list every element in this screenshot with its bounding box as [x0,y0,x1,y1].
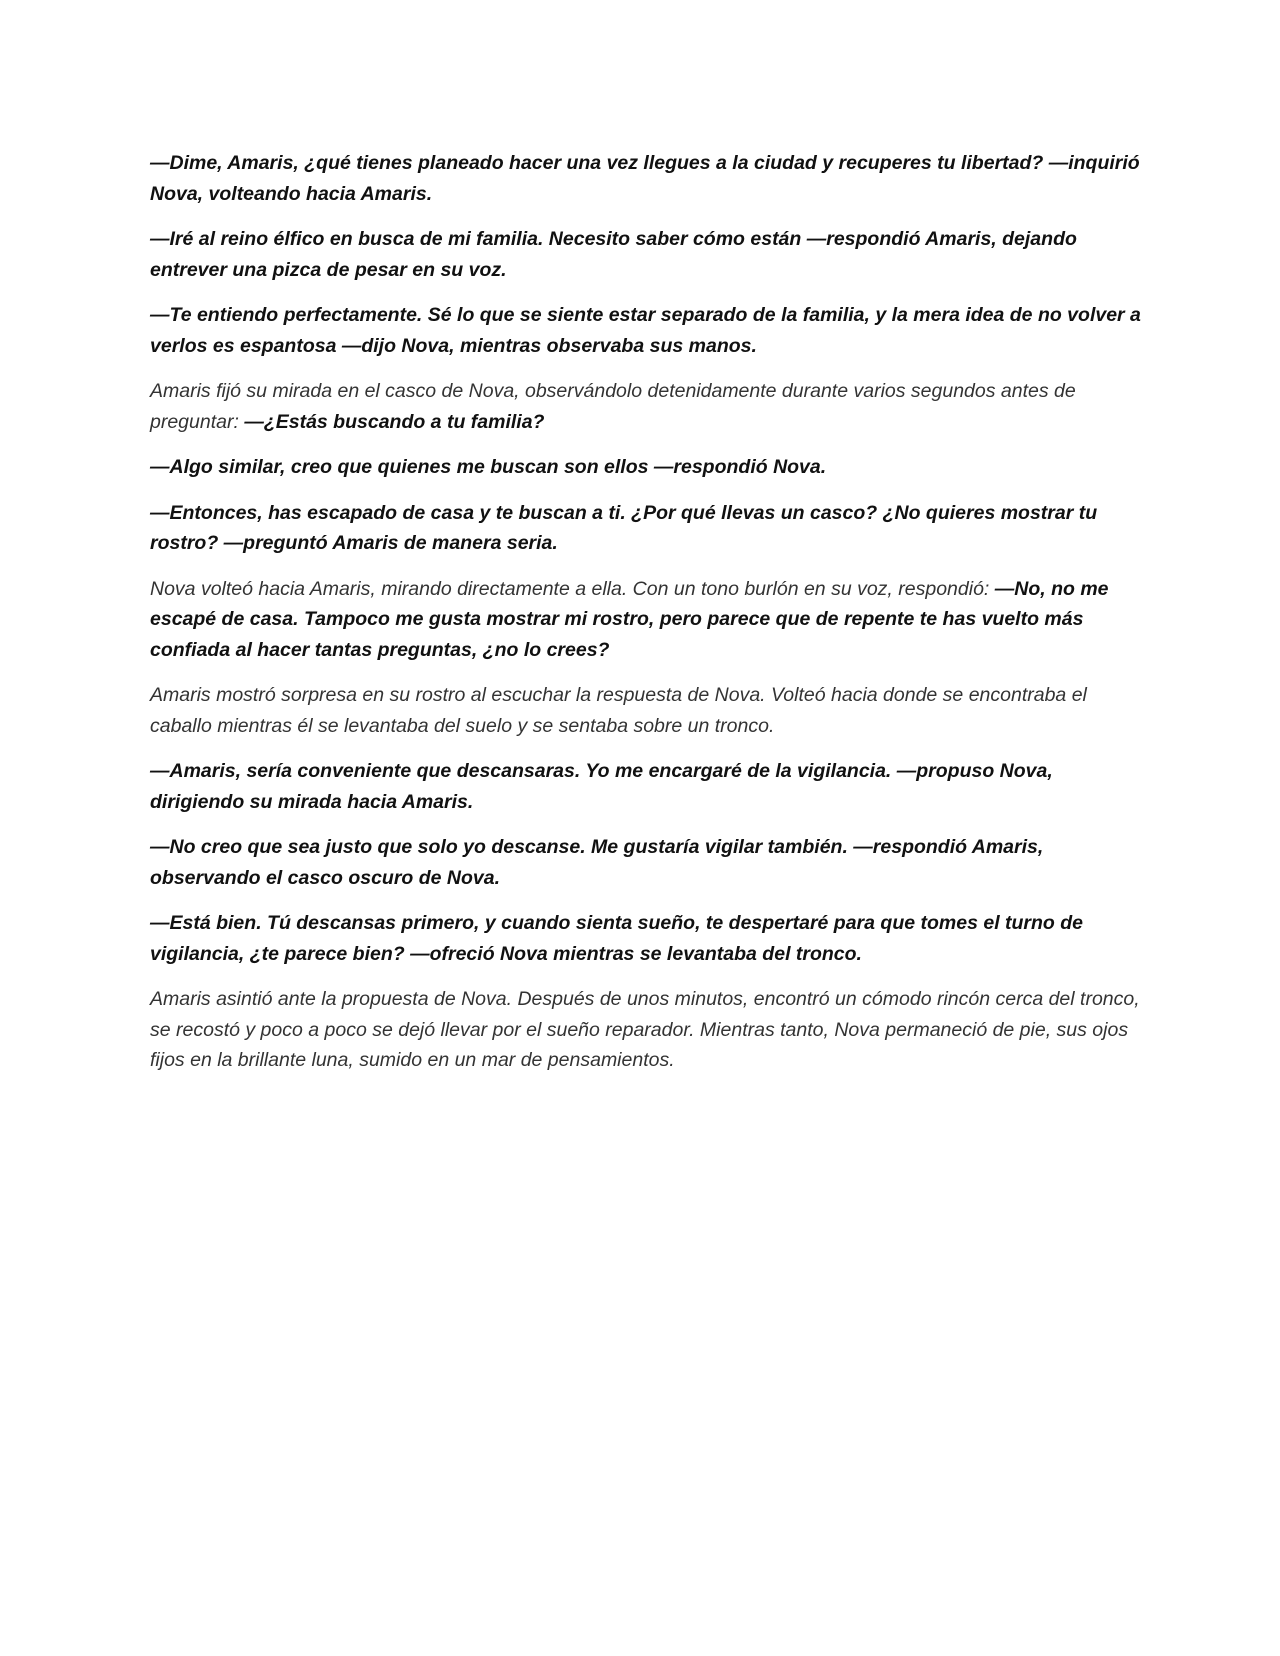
narration-text: Amaris mostró sorpresa en su rostro al escuchar la respuesta de Nova. Volteó hacia donde se encontraba el caballo mientras él se levantaba del suelo y se sentaba sobre un tronco. [150,684,1087,737]
dialogue-paragraph: —Algo similar, creo que quienes me buscan son ellos —respondió Nova. [150,456,827,478]
dialogue-paragraph: —Amaris, sería conveniente que descansaras. Yo me encargaré de la vigilancia. —propuso Nova, dirigiendo su mirada hacia Amaris. [150,760,1053,813]
narration-paragraph [150,680,1150,741]
speech-text: —¿Estás buscando a tu familia? [244,410,545,433]
narration-paragraph [150,574,1150,666]
dialogue-paragraph: —Iré al reino élfico en busca de mi familia. Necesito saber cómo están —respondió Amaris, dejando entrever una pizca de pesar en su voz. [150,228,1077,281]
dialogue-paragraph: —Está bien. Tú descansas primero, y cuando sienta sueño, te despertaré para que tomes el turno de vigilancia, ¿te parece bien? —ofreció Nova mientras se levantaba del tronco. [150,912,1084,965]
dialogue-paragraph: —No creo que sea justo que solo yo descanse. Me gustaría vigilar también. —respondió Amaris, observando el casco oscuro de Nova. [150,836,1044,889]
narration-text: Amaris fijó su mirada en el casco de Nova, observándolo detenidamente durante varios segundos antes de preguntar: [150,380,1076,433]
dialogue-paragraph: —Entonces, has escapado de casa y te buscan a ti. ¿Por qué llevas un casco? ¿No quieres mostrar tu rostro? —preguntó Amaris de manera seria. [150,501,1098,554]
narration-text: Amaris asintió ante la propuesta de Nova. Después de unos minutos, encontró un cómodo rincón cerca del tronco, se recostó y poco a poco se dejó llevar por el sueño reparador. Mientras tanto, Nova permaneció de pie, sus ojos fijos en la brillante luna, sumido en un mar de pensamientos. [150,988,1140,1071]
narration-paragraph [150,984,1150,1076]
narration-paragraph [150,376,1150,437]
dialogue-paragraph: —Dime, Amaris, ¿qué tienes planeado hacer una vez llegues a la ciudad y recuperes tu libertad? —inquirió Nova, volteando hacia Amaris. [150,152,1140,205]
speech-text: —No, no me escapé de casa. Tampoco me gusta mostrar mi rostro, pero parece que de repente te has vuelto más confiada al hacer tantas preguntas, ¿no lo crees? [150,577,1109,661]
narration-text: Nova volteó hacia Amaris, mirando directamente a ella. Con un tono burlón en su voz, respondió: [150,577,995,600]
dialogue-paragraph: —Te entiendo perfectamente. Sé lo que se siente estar separado de la familia, y la mera idea de no volver a verlos es espantosa —dijo Nova, mientras observaba sus manos. [150,304,1141,357]
